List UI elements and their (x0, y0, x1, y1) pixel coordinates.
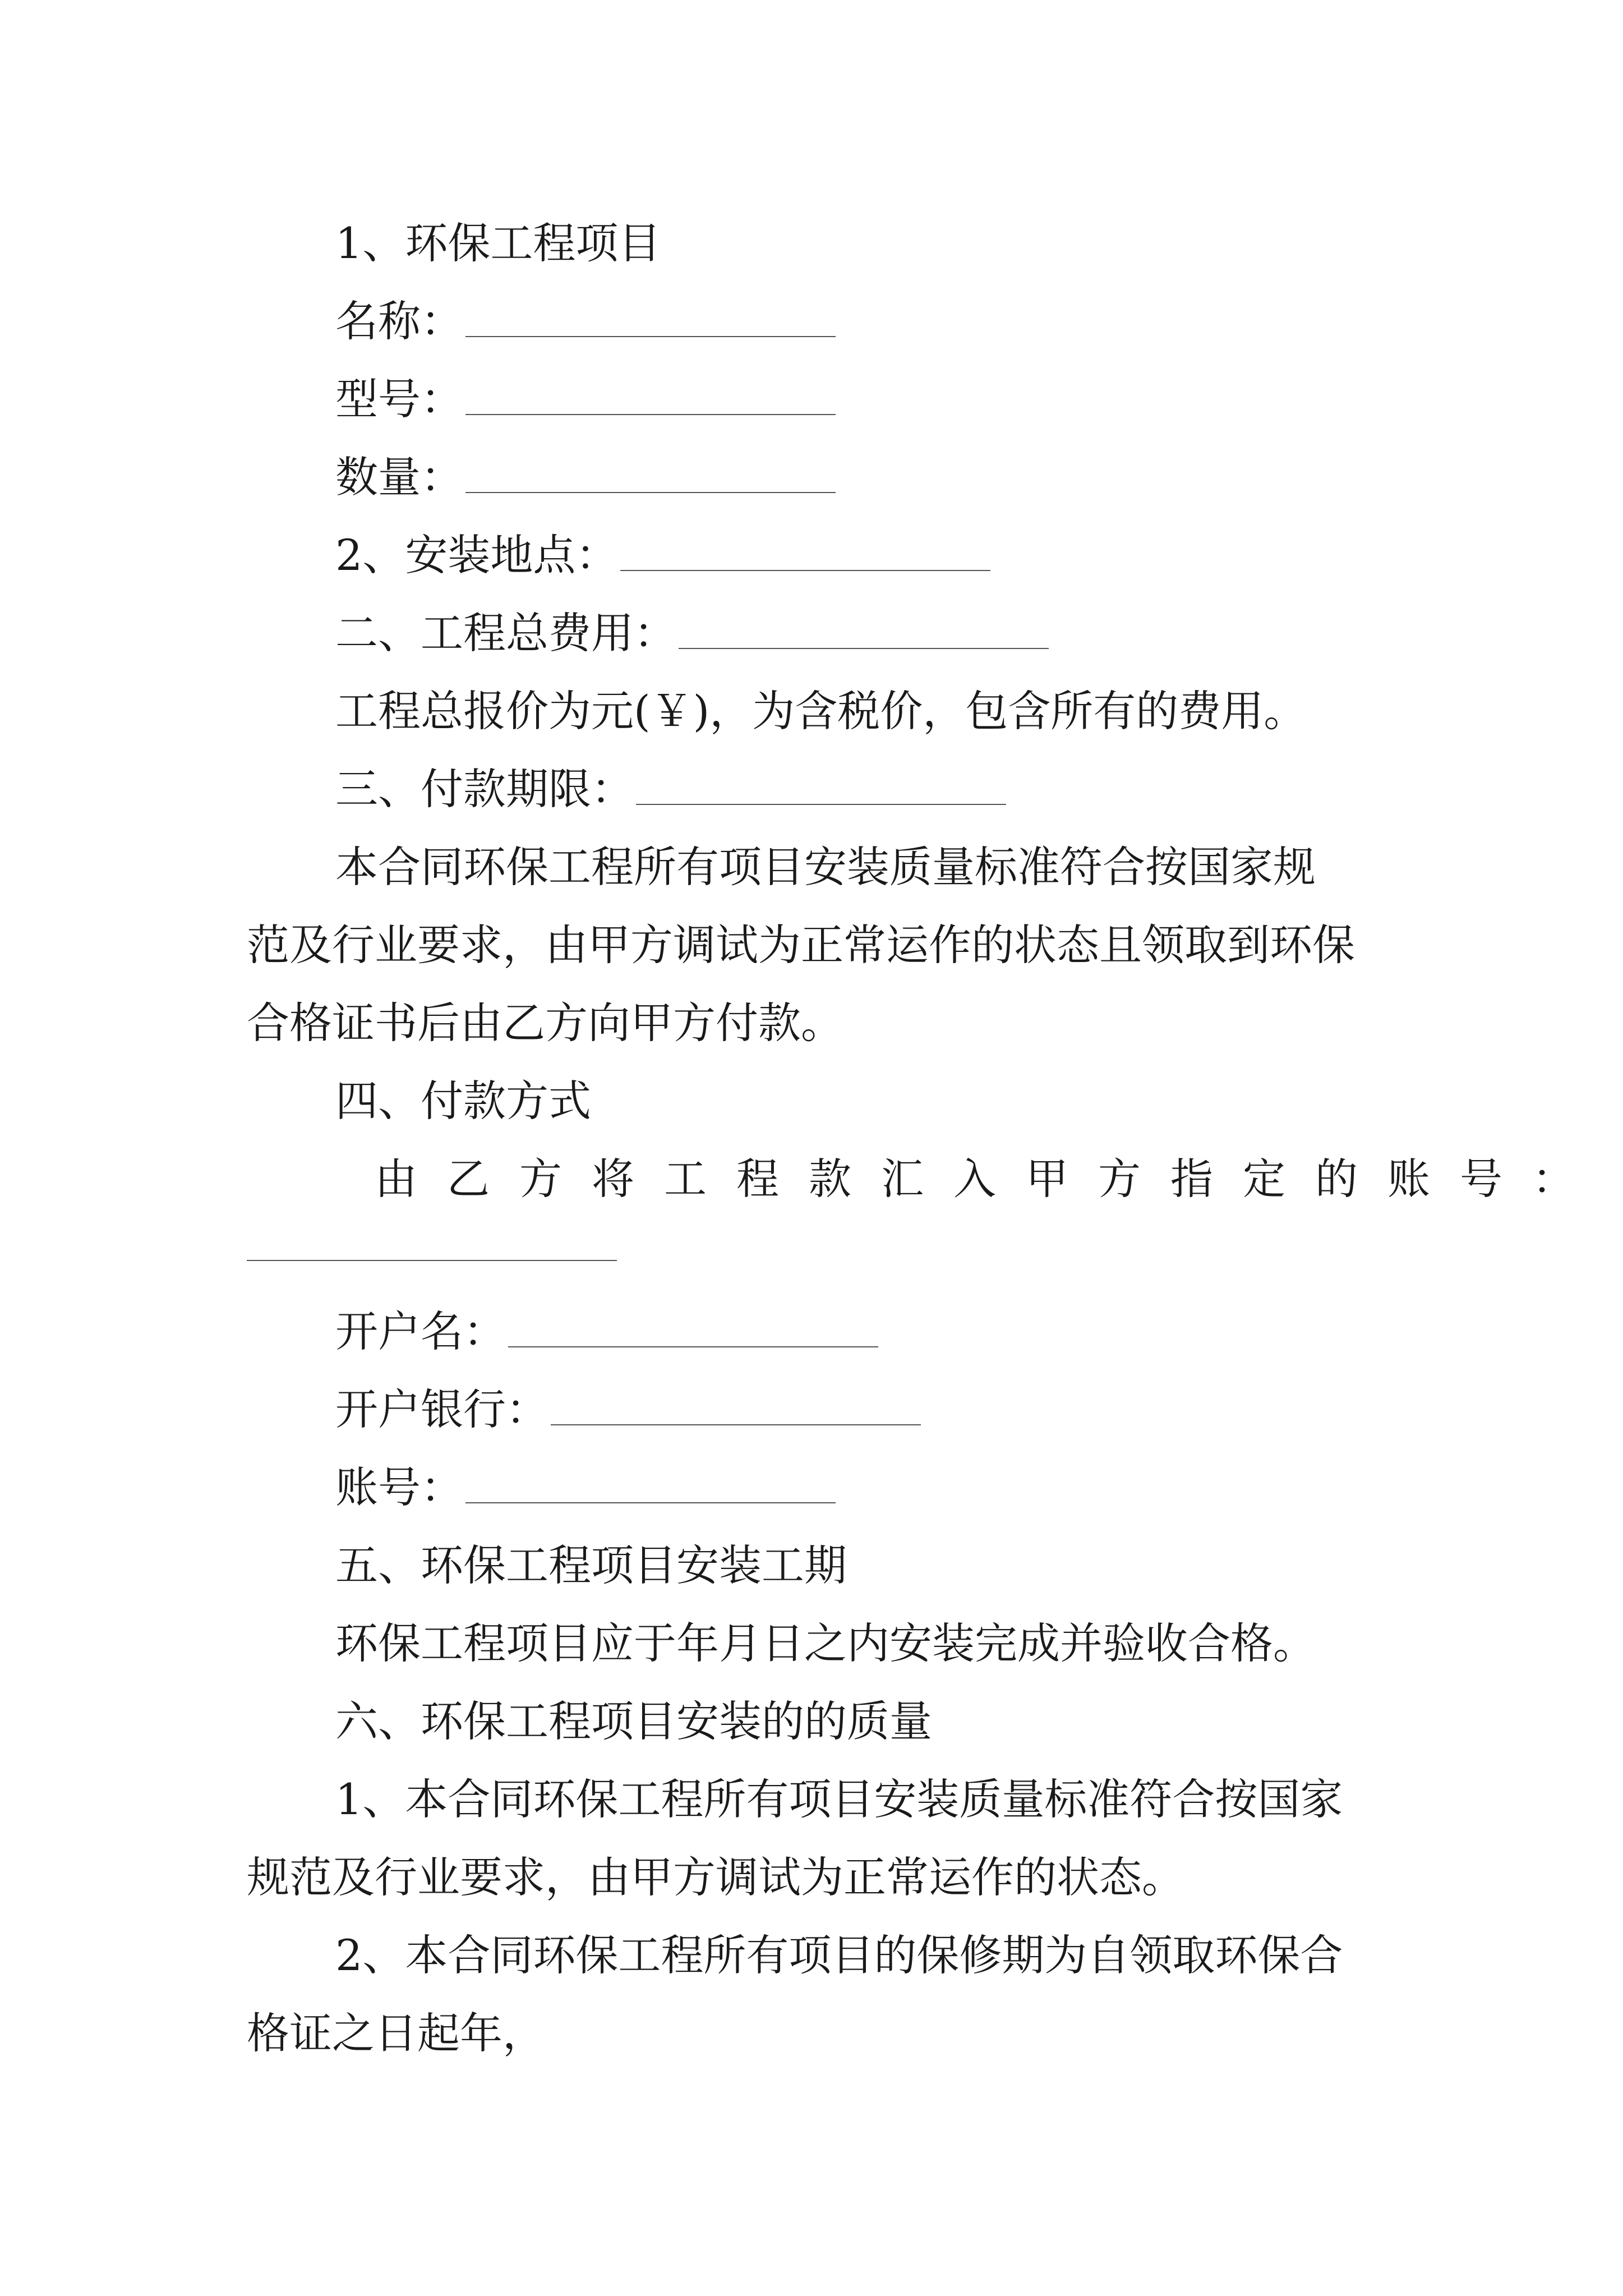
quantity-field (335, 452, 1479, 502)
schedule-text-content: 环保工程项目应于年月日之内安装完成并验收合格。 (335, 1618, 1316, 1668)
payment-term-blank[interactable] (636, 803, 1006, 805)
name-label: 名称： (335, 296, 463, 346)
transfer-account-text: 由乙方将工程款汇入甲方指定的账号： (375, 1154, 1604, 1204)
payment-condition-text-2: 范及行业要求，由甲方调试为正常运作的状态且领取到环保 (247, 920, 1355, 970)
quality-item-1-text-2: 规范及行业要求，由甲方调试为正常运作的状态。 (247, 1852, 1184, 1902)
bank-label: 开户银行： (335, 1384, 548, 1434)
install-location-field (335, 530, 1479, 580)
account-number-blank[interactable] (465, 1501, 836, 1503)
payment-condition-line-1 (335, 842, 1479, 892)
item-1-heading-text: 1、环保工程项目 (335, 218, 661, 268)
account-name-blank[interactable] (508, 1345, 878, 1347)
quality-item-1-text-1: 1、本合同环保工程所有项目安装质量标准符合按国家 (335, 1774, 1343, 1824)
schedule-heading-text: 五、环保工程项目安装工期 (335, 1540, 847, 1590)
transfer-account-blank[interactable] (247, 1259, 617, 1261)
quality-item-2-line-2 (247, 2008, 1391, 2058)
payment-condition-text-1: 本合同环保工程所有项目安装质量标准符合按国家规 (335, 842, 1316, 892)
total-cost-blank[interactable] (679, 647, 1049, 649)
total-price-text-content: 工程总报价为元(￥)，为含税价，包含所有的费用。 (335, 686, 1307, 736)
model-field (335, 374, 1479, 424)
bank-blank[interactable] (551, 1423, 921, 1425)
install-location-blank[interactable] (620, 569, 990, 571)
name-blank[interactable] (465, 335, 836, 337)
payment-condition-line-2 (247, 920, 1391, 970)
payment-method-heading-text: 四、付款方式 (335, 1076, 591, 1126)
model-label: 型号： (335, 374, 463, 424)
schedule-text (335, 1618, 1479, 1668)
transfer-account-line (375, 1154, 1604, 1204)
account-number-label: 账号： (335, 1462, 463, 1512)
account-name-label: 开户名： (335, 1306, 506, 1356)
payment-condition-line-3 (247, 998, 1391, 1048)
payment-condition-text-3: 合格证书后由乙方向甲方付款。 (247, 998, 843, 1048)
total-price-text (335, 686, 1479, 736)
total-cost-field (335, 608, 1479, 658)
quality-item-2-text-1: 2、本合同环保工程所有项目的保修期为自领取环保合 (335, 1930, 1343, 1980)
quality-item-2-line-1 (335, 1930, 1479, 1980)
name-field (335, 296, 1479, 346)
payment-term-label: 三、付款期限： (335, 764, 634, 814)
schedule-heading (335, 1540, 1479, 1590)
account-name-field (335, 1306, 1479, 1356)
quality-item-1-line-2 (247, 1852, 1391, 1902)
total-cost-label: 二、工程总费用： (335, 608, 676, 658)
item-1-heading (335, 218, 1479, 268)
install-location-label: 2、安装地点： (335, 530, 619, 580)
model-blank[interactable] (465, 413, 836, 415)
quality-item-2-text-2: 格证之日起年， (247, 2008, 545, 2058)
quantity-blank[interactable] (465, 491, 836, 493)
payment-method-heading (335, 1076, 1479, 1126)
payment-term-field (335, 764, 1479, 814)
quality-heading-text: 六、环保工程项目安装的的质量 (335, 1696, 932, 1746)
bank-field (335, 1384, 1479, 1434)
quantity-label: 数量： (335, 452, 463, 502)
quality-heading (335, 1696, 1479, 1746)
account-number-field (335, 1462, 1479, 1512)
quality-item-1-line-1 (335, 1774, 1479, 1824)
